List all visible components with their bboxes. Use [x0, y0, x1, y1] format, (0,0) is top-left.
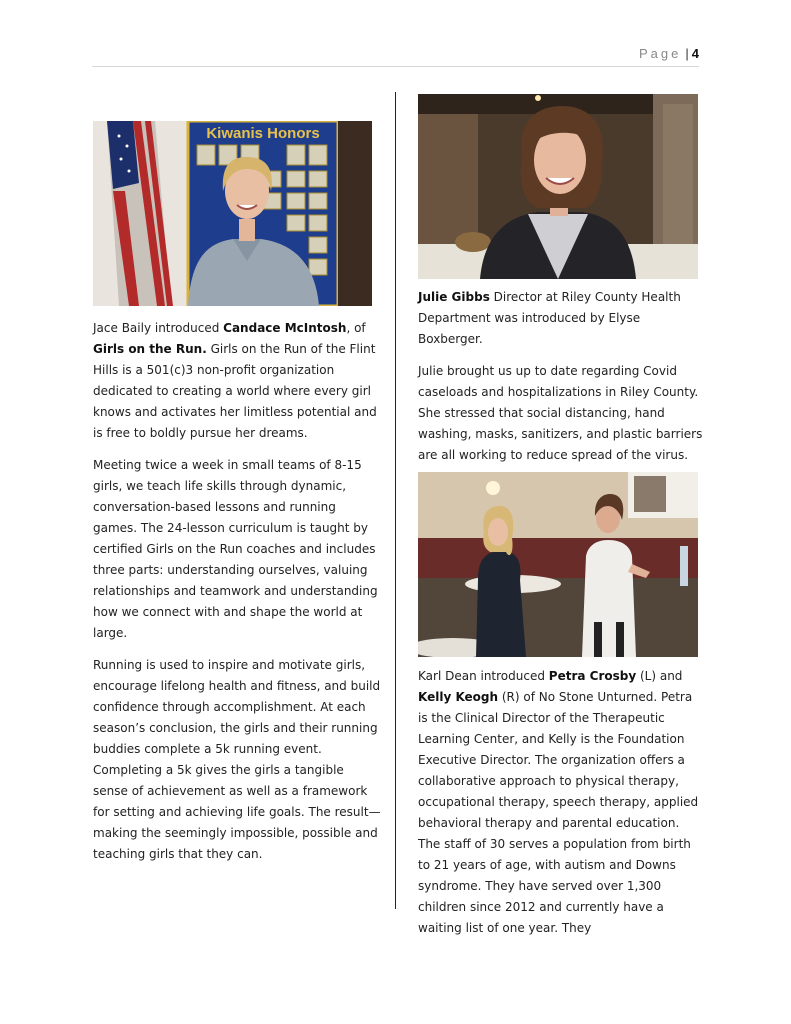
banner-title: Kiwanis Honors — [206, 125, 320, 142]
photo-petra-kelly-illustration — [418, 472, 698, 657]
julie-name: Julie Gibbs — [418, 290, 490, 304]
photo-julie-illustration — [418, 94, 698, 279]
page-number: 4 — [691, 46, 699, 61]
candace-name: Candace McIntosh — [223, 321, 347, 335]
column-divider — [395, 92, 396, 909]
julie-caption-paragraph: Julie Gibbs Director at Riley County Health Department was introduced by Elyse Boxberger. — [418, 290, 681, 346]
julie-covid-paragraph: Julie brought us up to date regarding Covid caseloads and hospitalizations in Riley County. She stressed that social distancing, hand washing, masks, sanitizers, and plastic barriers are all working to reduce spread of the virus. — [418, 364, 703, 462]
photo-candace-mcintosh — [93, 121, 372, 306]
left-column-text — [93, 318, 381, 876]
girls-on-the-run-name: Girls on the Run. — [93, 342, 207, 356]
running-paragraph: Running is used to inspire and motivate girls, encourage lifelong health and fitness, and build confidence through accomplishment. At each season’s conclusion, the girls and their running buddies complete a 5k running event. Completing a 5k gives the girls a tangible sense of achievement as well as a framework for setting and achieving life goals. The result—making the seemingly impossible, possible and teaching girls that they can. — [93, 658, 381, 861]
julie-text-block — [418, 287, 703, 477]
petra-name: Petra Crosby — [548, 669, 637, 683]
meeting-paragraph: Meeting twice a week in small teams of 8-15 girls, we teach life skills through dynamic, conversation-based lessons and running games. The 24-lesson curriculum is taught by certified Girls on the Run coaches and includes three parts: understanding ourselves, valuing relationships and teamwork and understanding how we connect with and shape the world at large. — [93, 458, 378, 640]
candace-intro-paragraph: Jace Baily introduced Candace McIntosh, of Girls on the Run. Girls on the Run of the Flint Hills is a 501(c)3 non-profit organization dedicated to creating a world where every girl knows and activates her limitless potential and is free to boldly pursue her dreams. — [93, 321, 377, 440]
page-label: Page — [639, 46, 682, 61]
petra-kelly-paragraph: Karl Dean introduced Petra Crosby (L) and Kelly Keogh (R) of No Stone Unturned. Petra is the Clinical Director of the Therapeutic Learning Center, and Kelly is the Foundation Executive Director. The organization offers a collaborative approach to physical therapy, occupational therapy, speech therapy, applied behavioral therapy and parental education. The staff of 30 serves a population from birth to 21 years of age, with autism and Downs syndrome. They have served over 1,300 children since 2012 and currently have a waiting list of one year. They — [418, 669, 699, 935]
kelly-name: Kelly Keogh — [418, 690, 499, 704]
page-header: Page | 4 — [639, 46, 699, 61]
header-rule — [92, 66, 699, 67]
photo-petra-kelly — [418, 472, 698, 657]
photo-candace-illustration — [93, 121, 372, 306]
photo-julie-gibbs — [418, 94, 698, 279]
petra-kelly-text-block — [418, 666, 703, 950]
